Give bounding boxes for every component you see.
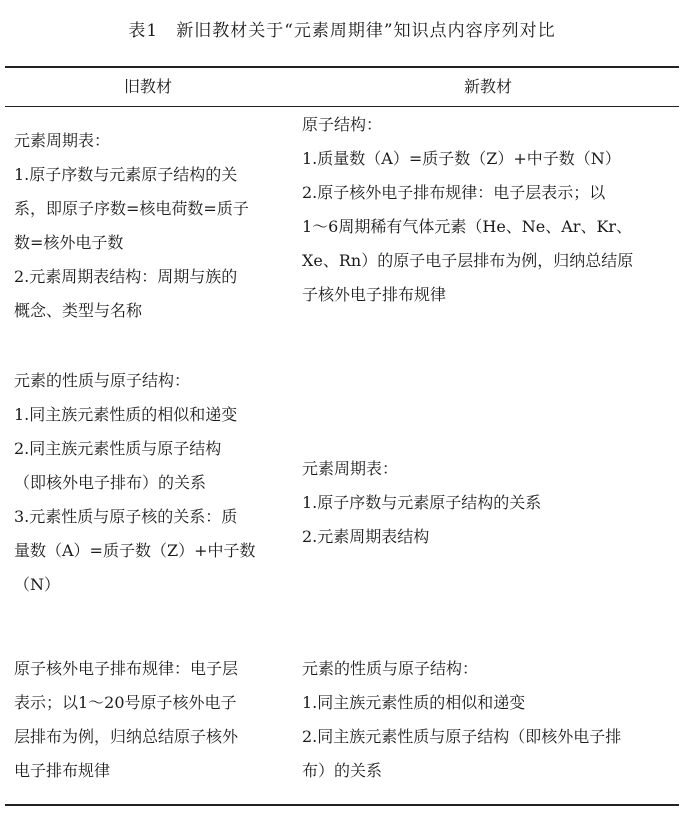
text-line: 2.原子核外电子排布规律：电子层表示；以 — [302, 183, 606, 202]
text-line: Xe、Rn）的原子电子层排布为例，归纳总结原 — [302, 251, 634, 270]
text-line: 1～6周期稀有气体元素（He、Ne、Ar、Kr、 — [302, 217, 633, 236]
new-block-element-properties — [302, 652, 682, 788]
text-line: 量数（A）=质子数（Z）+中子数 — [14, 541, 256, 560]
table-title: 新旧教材关于“元素周期律”知识点内容序列对比 — [176, 21, 556, 41]
text-line: 1.原子序数与元素原子结构的关系 — [302, 493, 542, 512]
text-line: 1.原子序数与元素原子结构的关 — [14, 165, 238, 184]
text-line: 2.元素周期表结构：周期与族的 — [14, 267, 238, 286]
text-line: 原子结构： — [302, 115, 383, 134]
text-line: 布）的关系 — [302, 761, 383, 780]
text-line: 元素周期表： — [14, 131, 111, 150]
text-line: 系，即原子序数=核电荷数=质子 — [14, 199, 249, 218]
text-line: （即核外电子排布）的关系 — [14, 473, 207, 492]
text-line: 表示；以1～20号原子核外电子 — [14, 693, 237, 712]
text-line: 3.元素性质与原子核的关系：质 — [14, 507, 238, 526]
text-line: 原子核外电子排布规律：电子层 — [14, 659, 239, 678]
text-line: 元素的性质与原子结构： — [302, 659, 479, 678]
bottom-rule — [5, 804, 679, 806]
old-block-element-properties — [14, 364, 294, 602]
text-line: 1.同主族元素性质的相似和递变 — [302, 693, 526, 712]
top-rule — [5, 66, 679, 68]
old-block-electron-config — [14, 652, 294, 788]
text-line: 2.同主族元素性质与原子结构（即核外电子排 — [302, 727, 622, 746]
text-line: 数=核外电子数 — [14, 233, 124, 252]
text-line: 元素的性质与原子结构： — [14, 371, 191, 390]
text-line: 概念、类型与名称 — [14, 301, 143, 320]
old-block-periodic-table — [14, 124, 294, 328]
text-line: 1.质量数（A）=质子数（Z）+中子数（N） — [302, 149, 621, 168]
text-line: 1.同主族元素性质的相似和递变 — [14, 405, 238, 424]
text-line: 层排布为例，归纳总结原子核外 — [14, 727, 239, 746]
text-line: 2.同主族元素性质与原子结构 — [14, 439, 222, 458]
header-new-textbook: 新教材 — [463, 77, 512, 96]
new-block-atomic-structure — [302, 108, 682, 312]
text-line: 2.元素周期表结构 — [302, 527, 430, 546]
table-number: 表1 — [128, 21, 159, 41]
text-line: 元素周期表： — [302, 459, 399, 478]
text-line: （N） — [14, 575, 61, 594]
header-old-textbook: 旧教材 — [123, 77, 172, 96]
text-line: 电子排布规律 — [14, 761, 111, 780]
table-caption — [0, 16, 684, 41]
header-rule — [5, 106, 679, 107]
new-block-periodic-table — [302, 452, 682, 554]
text-line: 子核外电子排布规律 — [302, 285, 447, 304]
